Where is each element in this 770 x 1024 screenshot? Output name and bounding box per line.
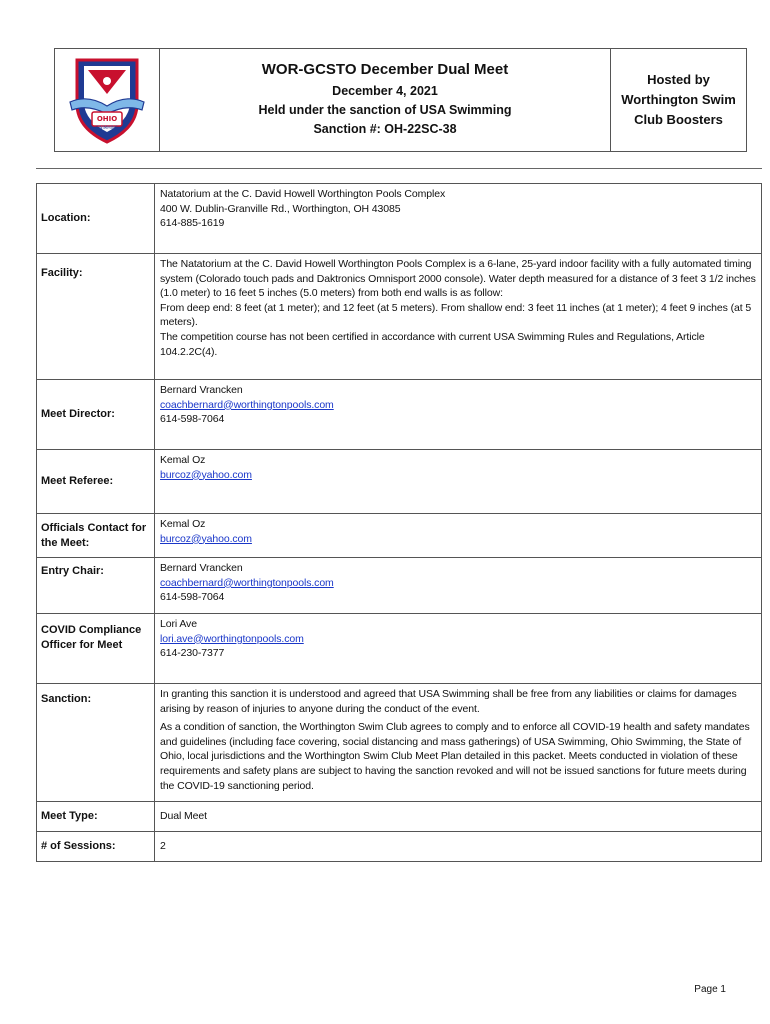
divider [36,168,762,169]
table-row [37,683,761,801]
table-row [37,253,761,379]
page-number: Page 1 [694,984,726,995]
sanction-line: Held under the sanction of USA Swimming [258,103,512,117]
entry-chair-value: Bernard Vrancken coachbernard@worthingtonpools.com 614-598-7064 [160,562,334,604]
sanction-value: In granting this sanction it is understood and agreed that USA Swimming shall be free from any liabilities or claims for damages arising by reason of injuries to anyone during the conduct of the event. As a condition of sanction, the Worthington Swim Club agrees to comply and to enforce all COVID-19 health and safety mandates and guidelines (including face covering, social distancing and mass gatherings) of USA Swimming, Ohio Swimming, the State of Ohio, local jurisdictions and the Worthington Swim Club Meet Plan detailed in this packet. Meets conducted in violation of these requirements and safety plans are subject to having the sanction revoked and will not be issued sanctions for future meets during the COVID-19 sanctioning period. [160,688,750,792]
svg-text:OHIO: OHIO [96,115,118,123]
meet-type-value: Dual Meet [160,810,207,823]
table-row [37,801,761,831]
location-value: Natatorium at the C. David Howell Worthington Pools Complex 400 W. Dublin-Granville Rd., Worthington, OH 43085 614-885-1619 [160,188,446,230]
host-cell [611,49,746,151]
title-cell [160,49,611,151]
row-label: Facility: [37,254,155,379]
facility-value: The Natatorium at the C. David Howell Worthington Pools Complex is a 6-lane, 25-yard indoor facility with a fully automated timing system (Colorado touch pads and Daktronics Omnisport 2000 console). Water depth measured for a distance of 3 feet 3 1/2 inches (1.0 meter) to 16 feet 5 inches (5.0 meters) from both end walls is as follow: From deep end: 8 feet (at 1 meter); and 12 feet (at 5 meters). From shallow end: 3 feet 11 inches (at 1 meter); 4 feet 9 inches (at 5 meters). The competition course has not been certified in accordance with current USA Swimming Rules and Regulations, Article 104.2.2C(4). [160,258,756,358]
host-line: Worthington Swim [621,92,736,107]
meet-title: WOR-GCSTO December Dual Meet [261,61,509,78]
row-label: Meet Director: [37,380,155,449]
table-row [37,831,761,861]
table-row [37,379,761,449]
sanction-number: Sanction #: OH-22SC-38 [313,122,457,136]
sessions-value: 2 [160,840,166,853]
row-label: # of Sessions: [37,832,155,861]
ohio-swimming-logo-icon [64,54,150,146]
row-label: COVID Compliance Officer for Meet [37,614,155,683]
table-row [37,613,761,683]
table-row [37,449,761,513]
director-email-link[interactable]: coachbernard@worthingtonpools.com [160,398,334,411]
row-label: Entry Chair: [37,558,155,613]
row-label: Meet Referee: [37,450,155,513]
host-line: Hosted by [647,72,710,87]
officials-value: Kemal Oz burcoz@yahoo.com [160,518,252,545]
entry-chair-email-link[interactable]: coachbernard@worthingtonpools.com [160,576,334,589]
row-label: Officials Contact for the Meet: [37,514,155,557]
covid-officer-email-link[interactable]: lori.ave@worthingtonpools.com [160,632,304,645]
svg-text:SWIMMING: SWIMMING [96,125,118,130]
row-label: Location: [37,184,155,253]
row-label: Meet Type: [37,802,155,831]
host-line: Club Boosters [634,112,723,127]
director-value: Bernard Vrancken coachbernard@worthingtonpools.com 614-598-7064 [160,384,334,426]
meet-info-table [36,183,762,862]
meet-date: December 4, 2021 [332,84,438,98]
covid-officer-value: Lori Ave lori.ave@worthingtonpools.com 614-230-7377 [160,618,304,660]
table-row [37,557,761,613]
referee-email-link[interactable]: burcoz@yahoo.com [160,468,252,481]
table-row [37,513,761,557]
meet-header [54,48,747,152]
row-label: Sanction: [37,684,155,801]
table-row [37,183,761,253]
officials-email-link[interactable]: burcoz@yahoo.com [160,532,252,545]
referee-value: Kemal Oz burcoz@yahoo.com [160,454,252,481]
logo-cell [55,49,160,151]
